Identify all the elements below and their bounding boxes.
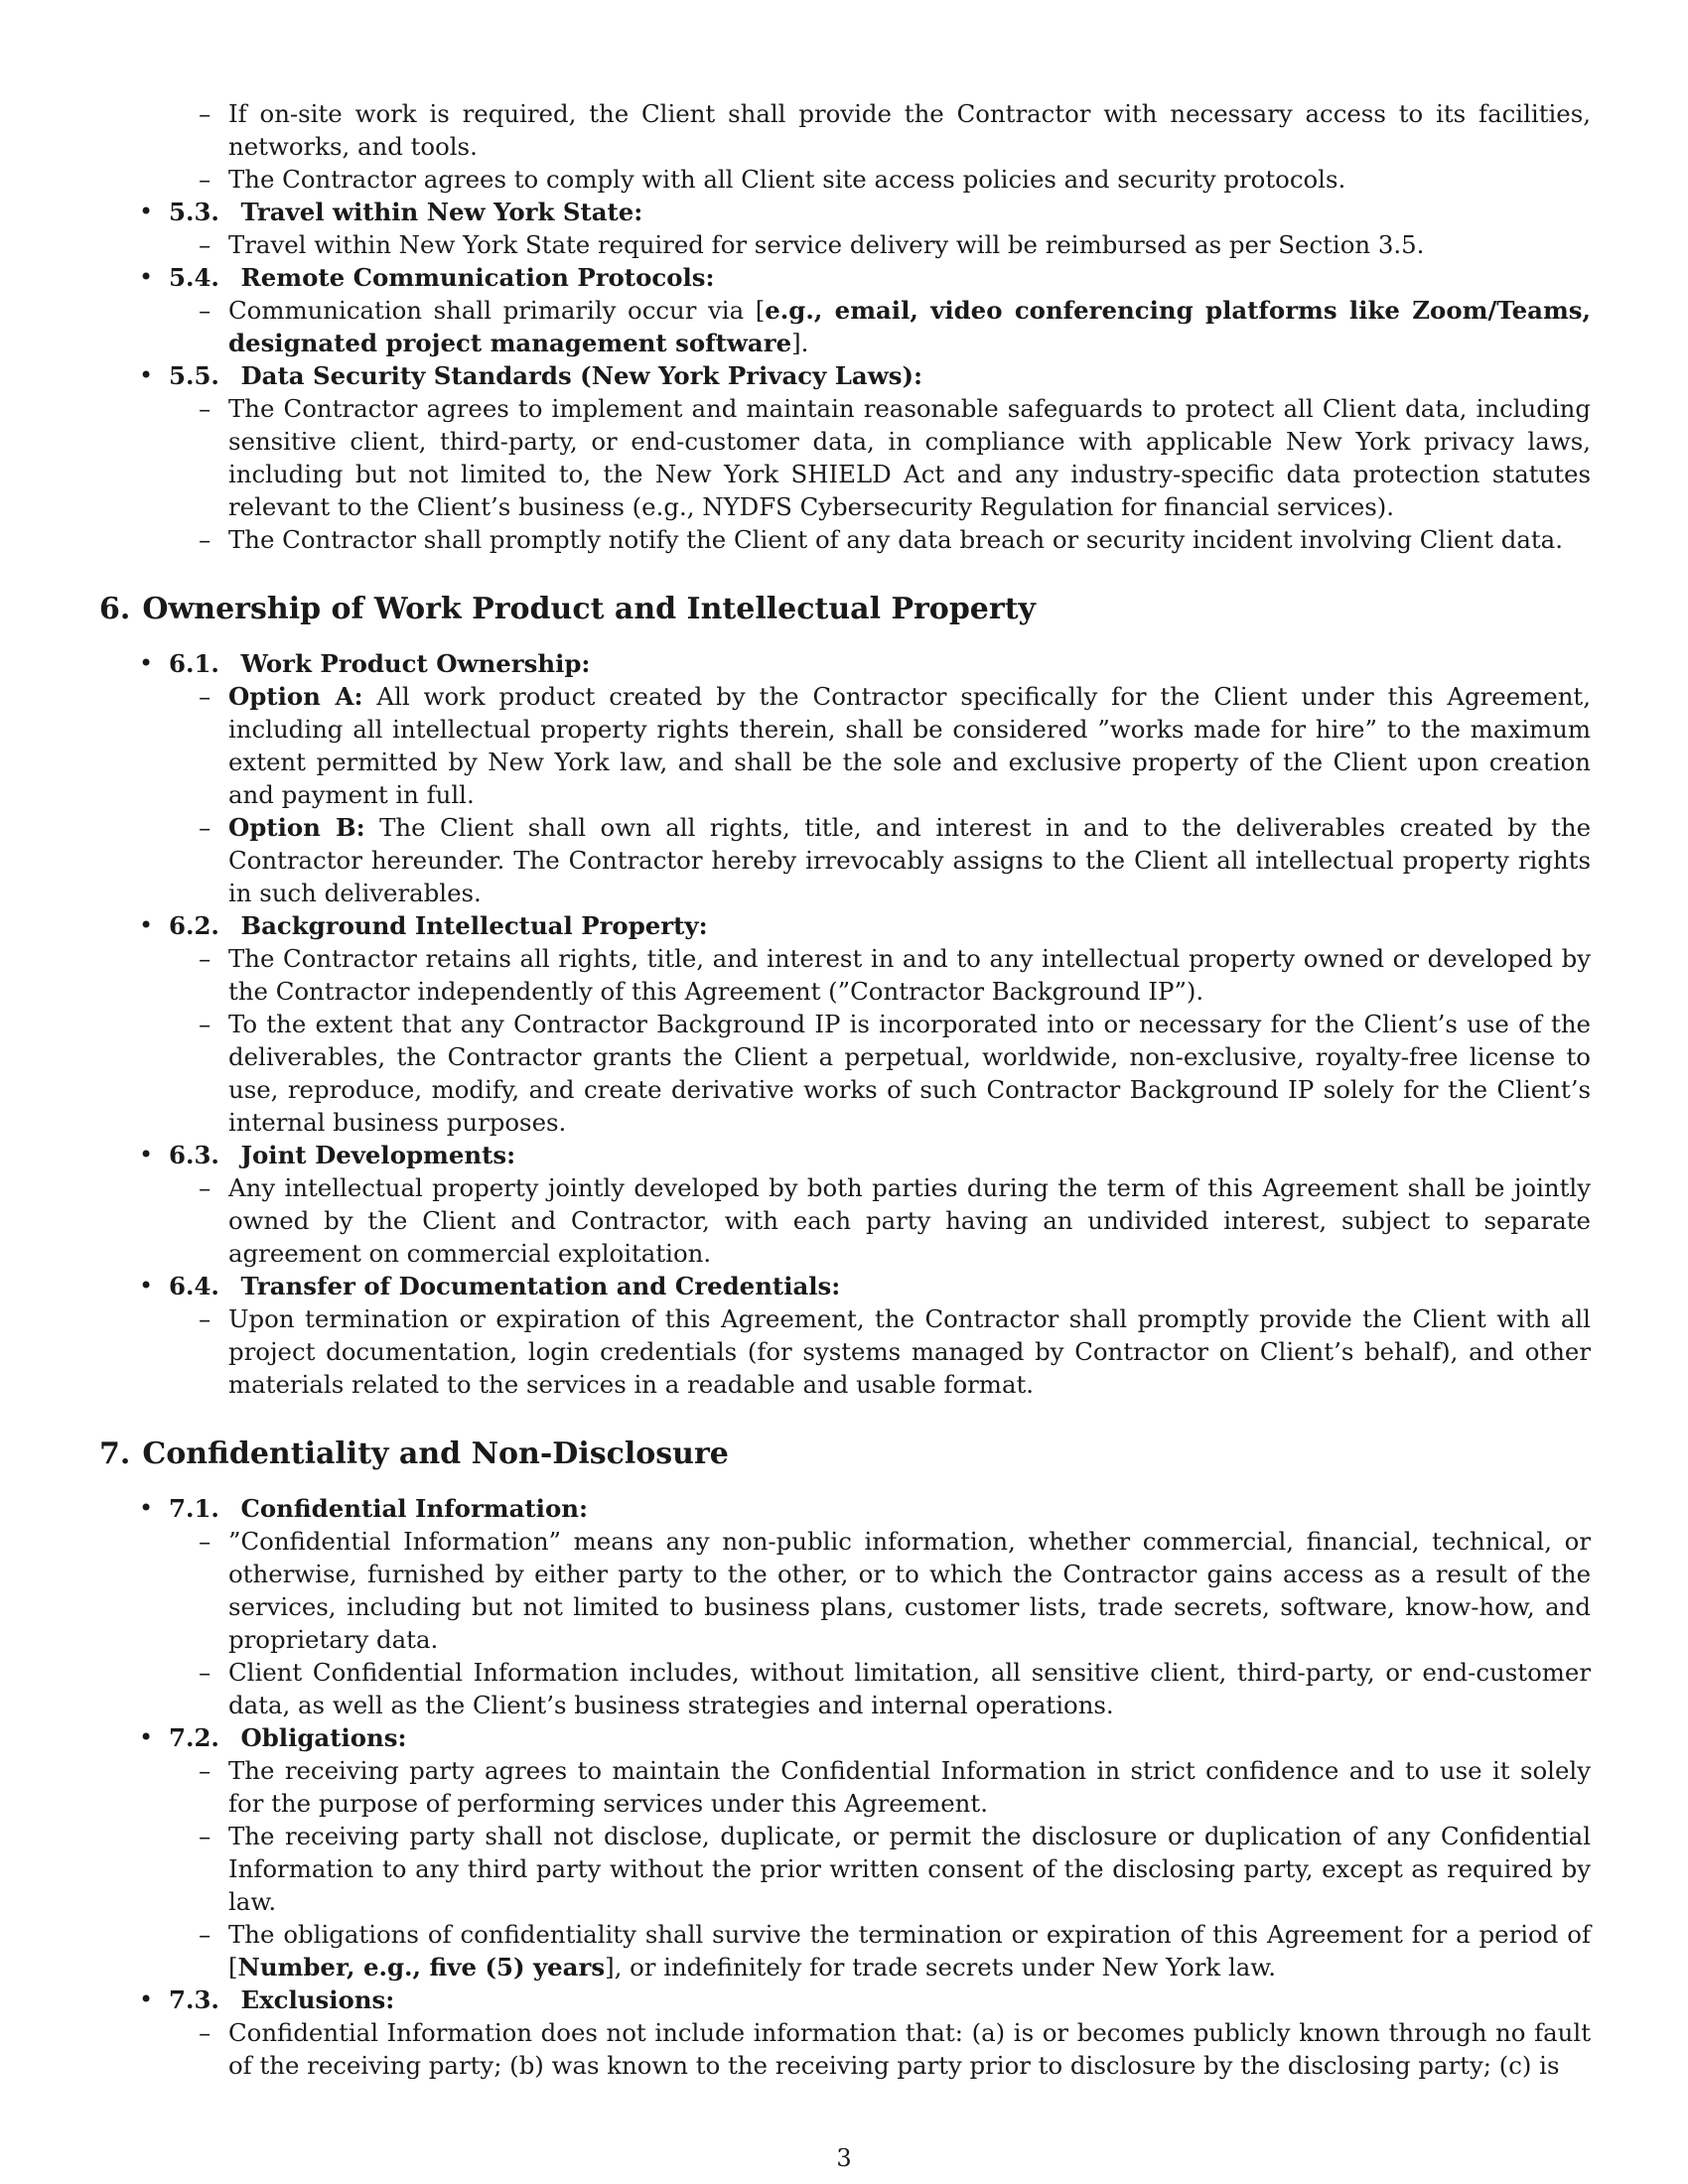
list-item — [228, 680, 1591, 811]
continuation-sublist — [169, 97, 1591, 196]
list-item — [228, 294, 1591, 359]
list-item: – The Contractor shall promptly notify the Client of any data breach or security incident involving Client data. — [228, 523, 1591, 556]
subsection-6-1 — [169, 647, 1591, 909]
item-text-end: ], or indefinitely for trade secrets under New York law. — [605, 1953, 1277, 1981]
item-text: Communication shall primarily occur via — [228, 296, 756, 325]
subsection-title: Remote Communication Protocols: — [240, 263, 715, 292]
subsection-heading — [169, 1270, 1591, 1302]
subsection-items — [169, 680, 1591, 909]
subsection-items — [169, 1754, 1591, 1983]
subsection-items — [169, 294, 1591, 359]
subsection-number: 6.1. — [169, 649, 219, 678]
subsection-heading — [169, 1721, 1591, 1754]
subsection-number: 6.3. — [169, 1141, 219, 1169]
item-text: All work product created by the Contractor specifically for the Client under this Agreement, including all intellectual property rights therein, shall be considered ”works made for hire” to the maximum extent permitted by New York law, and shall be the sole and exclusive property of the Client upon creation and payment in full. — [228, 682, 1591, 809]
option-label: Option A: — [228, 682, 363, 711]
option-label: Option B: — [228, 813, 365, 842]
list-item: – The Contractor agrees to comply with all Client site access policies and security protocols. — [228, 163, 1591, 196]
page-content — [99, 97, 1591, 2082]
section-number: 7. — [99, 1436, 131, 1471]
section-7-heading — [99, 1434, 1591, 1474]
section-6-heading — [99, 590, 1591, 629]
list-item — [228, 1918, 1591, 1983]
subsection-title: Confidential Information: — [240, 1494, 588, 1523]
subsection-7-3 — [169, 1983, 1591, 2082]
list-item: – Confidential Information does not include information that: (a) is or becomes publicly known through no fault of the receiving party; (b) was known to the receiving party prior to disclosure by the disclosing party; (c) is — [228, 2016, 1591, 2082]
list-item: – Any intellectual property jointly developed by both parties during the term of this Agreement shall be jointly owned by the Client and Contractor, with each party having an undivided interest, subject to separate agreement on commercial exploitation. — [228, 1171, 1591, 1270]
subsection-items — [169, 942, 1591, 1139]
subsection-heading — [169, 261, 1591, 294]
section-title: Ownership of Work Product and Intellectual Property — [142, 592, 1036, 626]
subsection-title: Exclusions: — [240, 1985, 395, 2014]
subsection-number: 5.5. — [169, 361, 219, 390]
subsection-number: 7.2. — [169, 1723, 219, 1752]
subsection-title: Work Product Ownership: — [240, 649, 591, 678]
subsection-number: 5.3. — [169, 198, 219, 226]
subsection-items — [169, 1171, 1591, 1270]
subsection-items — [169, 228, 1591, 261]
list-item: – The receiving party agrees to maintain the Confidential Information in strict confidence and to use it solely for the purpose of performing services under this Agreement. — [228, 1754, 1591, 1820]
subsection-items — [169, 2016, 1591, 2082]
section-title: Confidentiality and Non-Disclosure — [142, 1436, 729, 1471]
subsection-5-5 — [169, 359, 1591, 556]
subsection-heading — [169, 647, 1591, 680]
subsection-heading — [169, 1139, 1591, 1171]
subsection-6-3 — [169, 1139, 1591, 1270]
subsection-heading — [169, 1983, 1591, 2016]
continuation-list — [99, 97, 1591, 196]
continuation-block — [169, 97, 1591, 196]
placeholder-text: Number, e.g., five (5) years — [237, 1953, 606, 1981]
subsection-number: 6.2. — [169, 911, 219, 940]
list-item: – If on-site work is required, the Client shall provide the Contractor with necessary access to its facilities, networks, and tools. — [228, 97, 1591, 163]
subsection-heading — [169, 196, 1591, 228]
section-7-list — [99, 1492, 1591, 2082]
subsection-heading — [169, 909, 1591, 942]
subsection-number: 7.3. — [169, 1985, 219, 2014]
subsection-title: Background Intellectual Property: — [240, 911, 708, 940]
list-item: – The receiving party shall not disclose, duplicate, or permit the disclosure or duplication of any Confidential Information to any third party without the prior written consent of the disclosing party, except as required by law. — [228, 1820, 1591, 1918]
subsection-title: Transfer of Documentation and Credentials: — [240, 1272, 841, 1300]
list-item: – Travel within New York State required for service delivery will be reimbursed as per Section 3.5. — [228, 228, 1591, 261]
subsection-number: 7.1. — [169, 1494, 219, 1523]
item-text-end: ]. — [791, 329, 809, 357]
subsection-7-2 — [169, 1721, 1591, 1983]
subsection-items — [169, 1302, 1591, 1401]
subsection-7-1 — [169, 1492, 1591, 1721]
section-6-list — [99, 647, 1591, 1401]
bracket-open: [ — [228, 1953, 238, 1981]
item-text: The obligations of confidentiality shall survive the termination or expiration of this Agreement for a period of — [228, 1920, 1591, 1949]
subsection-number: 5.4. — [169, 263, 219, 292]
list-item: – The Contractor retains all rights, title, and interest in and to any intellectual property owned or developed by the Contractor independently of this Agreement (”Contractor Background IP”). — [228, 942, 1591, 1008]
list-item: – The Contractor agrees to implement and maintain reasonable safeguards to protect all Client data, including sensitive client, third-party, or end-customer data, in compliance with applicable New York privacy laws, including but not limited to, the New York SHIELD Act and any industry-specific data protection statutes relevant to the Client’s business (e.g., NYDFS Cybersecurity Regulation for financial services). — [228, 392, 1591, 523]
subsection-number: 6.4. — [169, 1272, 219, 1300]
subsection-6-2 — [169, 909, 1591, 1139]
subsection-title: Travel within New York State: — [240, 198, 643, 226]
section-5-list — [99, 196, 1591, 556]
list-item: – Upon termination or expiration of this Agreement, the Contractor shall promptly provide the Client with all project documentation, login credentials (for systems managed by Contractor on Client’s behalf), and other materials related to the services in a readable and usable format. — [228, 1302, 1591, 1401]
bracket-open: [ — [755, 296, 766, 325]
section-number: 6. — [99, 592, 131, 626]
subsection-heading — [169, 359, 1591, 392]
list-item: – To the extent that any Contractor Background IP is incorporated into or necessary for the Client’s use of the deliverables, the Contractor grants the Client a perpetual, worldwide, non-exclusive, royalty-free license to use, reproduce, modify, and create derivative works of such Contractor Background IP solely for the Client’s internal business purposes. — [228, 1008, 1591, 1139]
list-item: – ”Confidential Information” means any non-public information, whether commercial, financial, technical, or otherwise, furnished by either party to the other, or to which the Contractor gains access as a result of the services, including but not limited to business plans, customer lists, trade secrets, software, know-how, and proprietary data. — [228, 1525, 1591, 1656]
list-item: – Client Confidential Information includes, without limitation, all sensitive client, third-party, or end-customer data, as well as the Client’s business strategies and internal operations. — [228, 1656, 1591, 1721]
list-item — [228, 811, 1591, 909]
subsection-6-4 — [169, 1270, 1591, 1401]
subsection-heading — [169, 1492, 1591, 1525]
subsection-items — [169, 1525, 1591, 1721]
placeholder-text: e.g., email, video conferencing platforms like Zoom/Teams, designated project management software — [228, 296, 1592, 357]
page-number: 3 — [836, 2144, 852, 2172]
subsection-5-4 — [169, 261, 1591, 359]
subsection-title: Obligations: — [240, 1723, 407, 1752]
subsection-5-3 — [169, 196, 1591, 261]
item-text: The Client shall own all rights, title, and interest in and to the deliverables created by the Contractor hereunder. The Contractor hereby irrevocably assigns to the Client all intellectual property rights in such deliverables. — [228, 813, 1591, 907]
subsection-title: Joint Developments: — [240, 1141, 516, 1169]
subsection-title: Data Security Standards (New York Privacy Laws): — [240, 361, 922, 390]
subsection-items — [169, 392, 1591, 556]
